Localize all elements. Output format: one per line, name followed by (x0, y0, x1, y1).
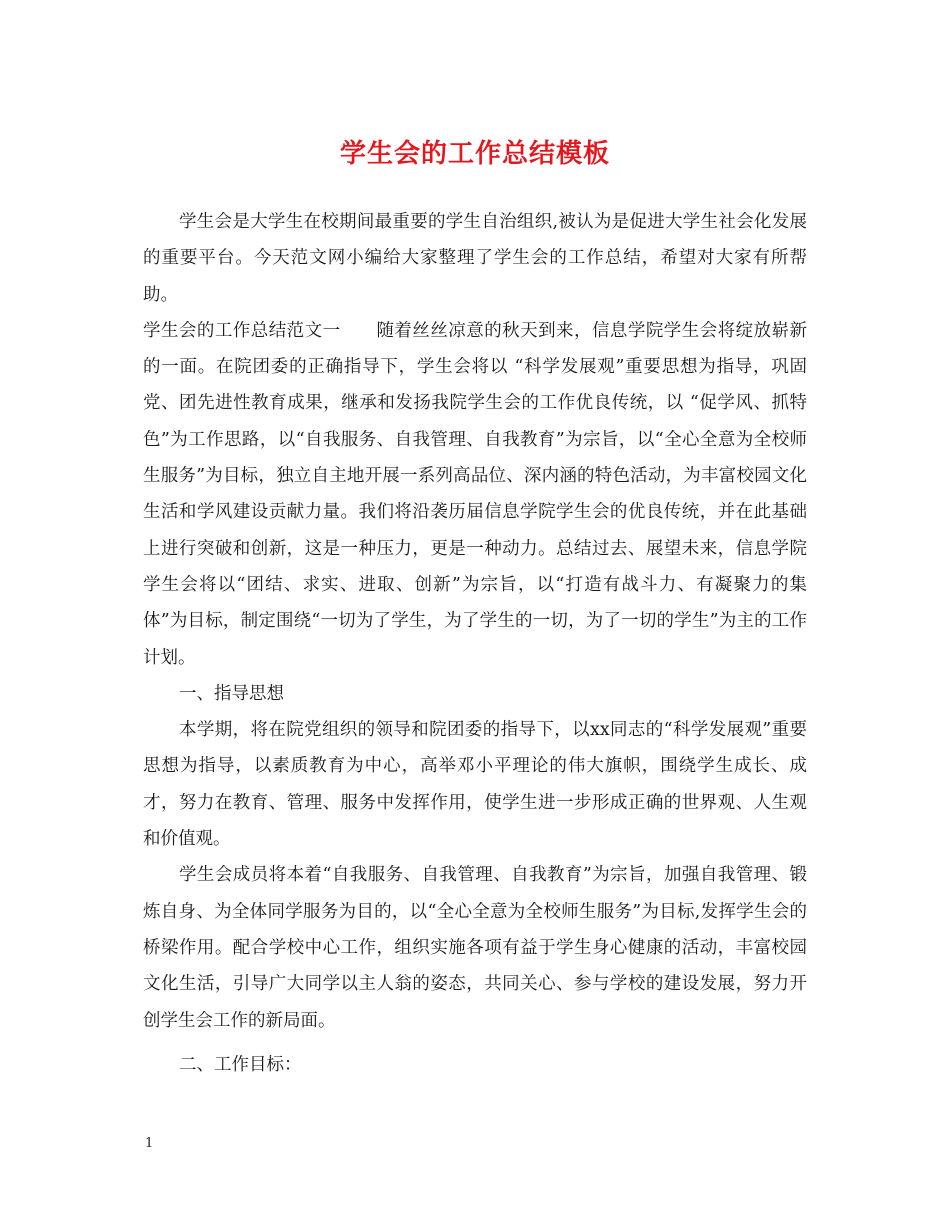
section-heading-work-goals: 二、工作目标： (179, 1054, 302, 1075)
document-title: 学生会的工作总结模板 (339, 139, 610, 169)
sample-one-paragraph: 学生会的工作总结范文一 随着丝丝凉意的秋天到来，信息学院学生会将绽放崭新的一面。在院团委的正确指导下，学生会将以 “科学发展观”重要思想为指导，巩固党、团先进性教育成果，继承和发扬我院学生会的工作优良传统，以 “促学风、抓特色”为工作思路，以“自我服务、自我管理、自我教育”为宗旨，以“全心全意为全校师生服务”为目标，独立自主地开展一系列高品位、深内涵的特色活动，为丰富校园文化生活和学风建设贡献力量。我们将沿袭历届信息学院学生会的优良传统，并在此基础上进行突破和创新，这是一种压力，更是一种动力。总结过去、展望未来，信息学院学生会将以“团结、求实、进取、创新”为宗旨，以“打造有战斗力、有凝聚力的集体”为目标，制定围绕“一切为了学生，为了学生的一切，为了一切的学生”为主的工作计划。 (143, 320, 807, 668)
section-heading-guiding-ideology: 一、指导思想 (179, 683, 284, 704)
page-number: 1 (145, 1136, 154, 1151)
guiding-ideology-paragraph: 本学期，将在院党组织的领导和院团委的指导下，以xx同志的“科学发展观”重要思想为指导，以素质教育为中心，高举邓小平理论的伟大旗帜，围绕学生成长、成才，努力在教育、管理、服务中发挥作用，使学生进一步形成正确的世界观、人生观和价值观。 (143, 720, 807, 850)
members-paragraph: 学生会成员将本着“自我服务、自我管理、自我教育”为宗旨，加强自我管理、锻炼自身、为全体同学服务为目的，以“全心全意为全校师生服务”为目标,发挥学生会的桥梁作用。配合学校中心工作，组织实施各项有益于学生身心健康的活动，丰富校园文化生活，引导广大同学以主人翁的姿态，共同关心、参与学校的建设发展，努力开创学生会工作的新局面。 (143, 865, 807, 1031)
document-body (143, 204, 807, 1083)
intro-paragraph: 学生会是大学生在校期间最重要的学生自治组织,被认为是促进大学生社会化发展的重要平台。今天范文网小编给大家整理了学生会的工作总结，希望对大家有所帮助。 (143, 212, 807, 305)
